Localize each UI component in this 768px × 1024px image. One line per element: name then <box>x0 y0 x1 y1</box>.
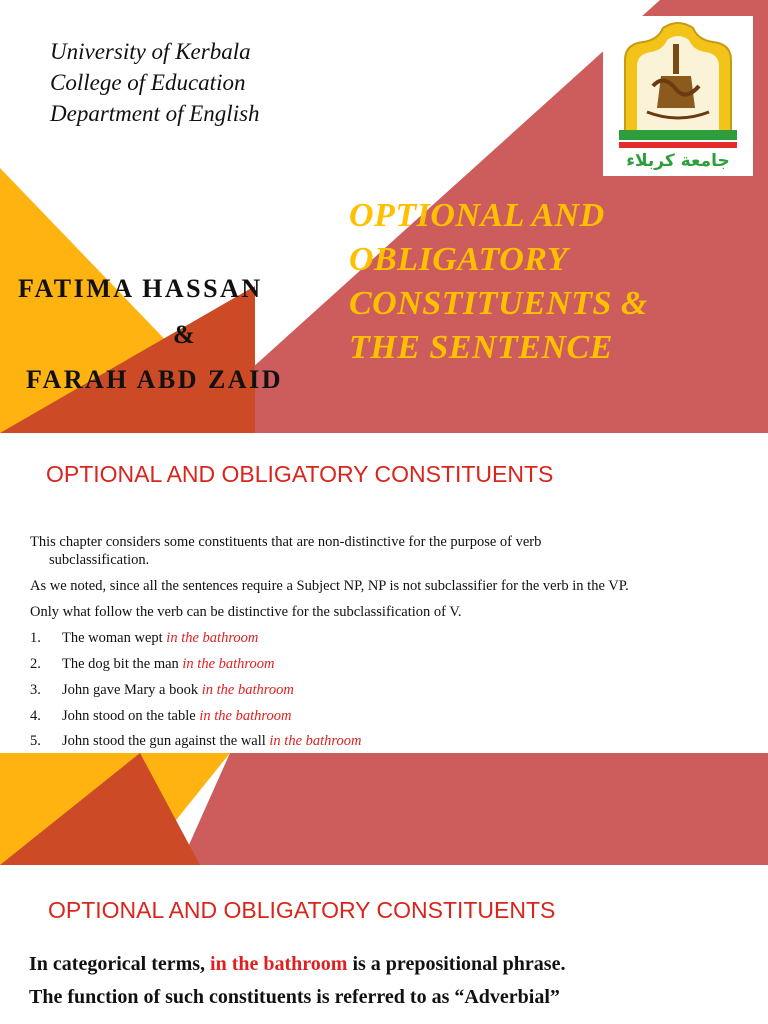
statement-line-2: The function of such constituents is referred to as “Adverbial” <box>29 986 560 1008</box>
presentation-title <box>349 194 648 370</box>
band-red-panel <box>180 753 768 865</box>
author-2: FARAH ABD ZAID <box>26 365 283 394</box>
example-number: 4. <box>30 708 41 724</box>
department-name: Department of English <box>50 101 260 126</box>
content-slide-1 <box>0 433 768 753</box>
slide-divider-band <box>0 753 768 865</box>
example-text: John stood on the table <box>62 708 200 724</box>
statement-text: In categorical terms, <box>29 953 211 975</box>
example-item <box>30 682 294 699</box>
paragraph-2: As we noted, since all the sentences require a Subject NP, NP is not subclassifier for the verb in the VP. <box>30 578 629 594</box>
statement-highlight: in the bathroom <box>210 953 348 975</box>
statement-text: is a prepositional phrase. <box>347 953 566 975</box>
example-item <box>30 630 258 647</box>
statement-line-1 <box>29 953 565 976</box>
example-highlight: in the bathroom <box>269 733 362 749</box>
authors-ampersand: & <box>173 320 198 349</box>
college-name: College of Education <box>50 70 246 95</box>
example-number: 1. <box>30 630 41 646</box>
title-line-1: OPTIONAL AND <box>349 197 605 234</box>
example-item <box>30 708 291 725</box>
university-name: University of Kerbala <box>50 39 251 64</box>
title-line-4: THE SENTENCE <box>349 329 613 366</box>
example-number: 5. <box>30 733 41 749</box>
example-highlight: in the bathroom <box>199 708 292 724</box>
paragraph-1-line-2: subclassification. <box>49 552 150 568</box>
example-highlight: in the bathroom <box>166 630 259 646</box>
slide-heading: OPTIONAL AND OBLIGATORY CONSTITUENTS <box>48 897 556 923</box>
example-text: The woman wept <box>62 630 167 646</box>
author-1: FATIMA HASSAN <box>18 274 263 303</box>
paragraph-1 <box>30 533 541 569</box>
title-slide <box>0 0 768 433</box>
example-text: The dog bit the man <box>62 656 183 672</box>
institution-block <box>50 36 260 129</box>
example-number: 2. <box>30 656 41 672</box>
example-highlight: in the bathroom <box>182 656 275 672</box>
band-background <box>0 753 768 865</box>
example-text: John stood the gun against the wall <box>62 733 270 749</box>
example-item <box>30 733 362 750</box>
title-line-3: CONSTITUENTS & <box>349 285 648 322</box>
logo-caption: جامعة كربلاء <box>626 151 730 171</box>
content-slide-2 <box>0 865 768 1024</box>
example-number: 3. <box>30 682 41 698</box>
example-text: John gave Mary a book <box>62 682 202 698</box>
university-logo <box>603 16 753 176</box>
example-item <box>30 656 275 673</box>
slide-heading: OPTIONAL AND OBLIGATORY CONSTITUENTS <box>46 461 554 487</box>
paragraph-3: Only what follow the verb can be distinctive for the subclassification of V. <box>30 604 462 620</box>
title-line-2: OBLIGATORY <box>349 241 569 278</box>
example-highlight: in the bathroom <box>201 682 294 698</box>
university-of-kerbala-emblem-icon <box>603 16 753 176</box>
paragraph-1-line-1: This chapter considers some constituents that are non-distinctive for the purpose of verb <box>30 534 542 550</box>
